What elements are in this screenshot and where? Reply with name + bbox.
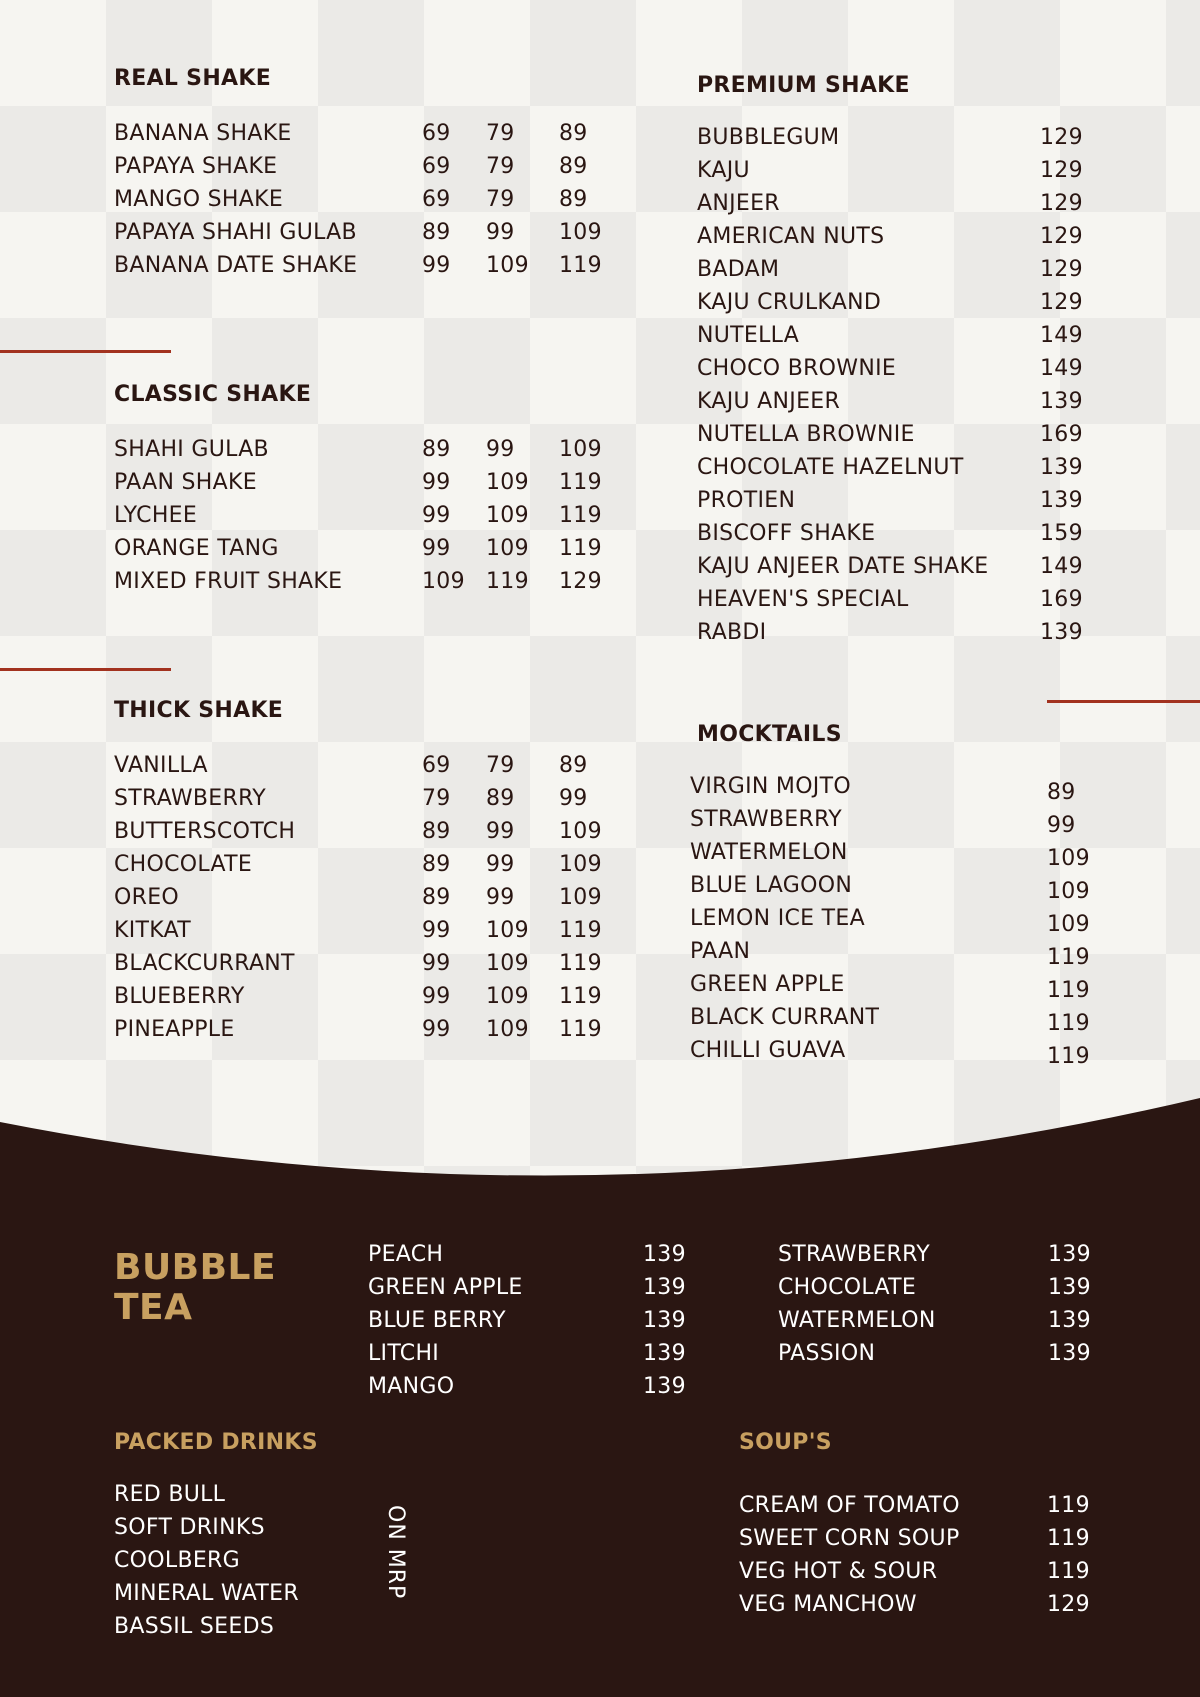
menu-item bbox=[697, 356, 1117, 389]
item-price: 129 bbox=[1040, 224, 1083, 249]
menu-item bbox=[690, 774, 1120, 807]
real-shake-list bbox=[114, 121, 614, 286]
menu-item bbox=[114, 187, 614, 220]
menu-item bbox=[778, 1308, 1098, 1341]
item-name: PROTIEN bbox=[697, 488, 796, 513]
item-price: 119 bbox=[1047, 1044, 1090, 1069]
item-price-small: 99 bbox=[422, 951, 451, 976]
item-price: 99 bbox=[1047, 813, 1076, 838]
item-price-small: 99 bbox=[422, 503, 451, 528]
item-name: NUTELLA bbox=[697, 323, 800, 348]
item-name: PAAN SHAKE bbox=[114, 470, 257, 495]
item-name: VANILLA bbox=[114, 753, 208, 778]
item-price: 119 bbox=[1047, 1011, 1090, 1036]
menu-item bbox=[697, 488, 1117, 521]
menu-item bbox=[690, 1038, 1120, 1071]
item-price-medium: 109 bbox=[486, 951, 529, 976]
item-price-medium: 109 bbox=[486, 536, 529, 561]
menu-item bbox=[114, 154, 614, 187]
item-price-medium: 79 bbox=[486, 753, 515, 778]
item-price: 119 bbox=[1047, 945, 1090, 970]
item-price-large: 119 bbox=[559, 1017, 602, 1042]
divider-rule bbox=[0, 350, 171, 353]
item-name: WATERMELON bbox=[690, 840, 848, 865]
item-price-medium: 99 bbox=[486, 885, 515, 910]
menu-item bbox=[114, 1614, 374, 1647]
menu-item bbox=[114, 1581, 374, 1614]
item-price: 129 bbox=[1040, 257, 1083, 282]
item-name: CHILLI GUAVA bbox=[690, 1038, 846, 1063]
packed-drinks-list bbox=[114, 1482, 374, 1647]
menu-item bbox=[697, 224, 1117, 257]
divider-rule bbox=[0, 668, 171, 671]
item-name: LITCHI bbox=[368, 1341, 440, 1366]
item-name: BANANA DATE SHAKE bbox=[114, 253, 358, 278]
menu-item bbox=[690, 906, 1120, 939]
item-price-small: 89 bbox=[422, 819, 451, 844]
item-price: 129 bbox=[1047, 1592, 1090, 1617]
menu-item bbox=[697, 455, 1117, 488]
item-price: 139 bbox=[643, 1242, 686, 1267]
bubble-tea-title-line2: TEA bbox=[114, 1287, 193, 1328]
item-price: 139 bbox=[1048, 1275, 1091, 1300]
item-name: BUBBLEGUM bbox=[697, 125, 840, 150]
item-name: OREO bbox=[114, 885, 180, 910]
item-name: VIRGIN MOJTO bbox=[690, 774, 851, 799]
item-price: 129 bbox=[1040, 290, 1083, 315]
item-price-medium: 89 bbox=[486, 786, 515, 811]
section-title: CLASSIC SHAKE bbox=[114, 382, 312, 407]
section-title: THICK SHAKE bbox=[114, 698, 284, 723]
item-price: 89 bbox=[1047, 780, 1076, 805]
item-price: 109 bbox=[1047, 846, 1090, 871]
menu-item bbox=[114, 819, 614, 852]
menu-item bbox=[368, 1242, 688, 1275]
mocktails-list bbox=[690, 774, 1120, 1071]
menu-item bbox=[114, 753, 614, 786]
item-price: 139 bbox=[643, 1374, 686, 1399]
item-price-large: 89 bbox=[559, 753, 588, 778]
menu-item bbox=[114, 984, 614, 1017]
menu-item bbox=[114, 1515, 374, 1548]
item-price: 129 bbox=[1040, 191, 1083, 216]
item-price: 119 bbox=[1047, 978, 1090, 1003]
item-price-small: 89 bbox=[422, 437, 451, 462]
menu-item bbox=[697, 125, 1117, 158]
item-price-large: 119 bbox=[559, 503, 602, 528]
menu-item bbox=[114, 536, 614, 569]
item-price: 169 bbox=[1040, 422, 1083, 447]
menu-item bbox=[114, 852, 614, 885]
menu-item bbox=[114, 220, 614, 253]
item-name: PINEAPPLE bbox=[114, 1017, 235, 1042]
menu-item bbox=[739, 1592, 1119, 1625]
item-name: PAPAYA SHAKE bbox=[114, 154, 278, 179]
item-name: BLUE BERRY bbox=[368, 1308, 506, 1333]
menu-item bbox=[697, 422, 1117, 455]
item-price-small: 69 bbox=[422, 187, 451, 212]
item-name: NUTELLA BROWNIE bbox=[697, 422, 915, 447]
item-name: LYCHEE bbox=[114, 503, 198, 528]
item-price-large: 99 bbox=[559, 786, 588, 811]
item-price: 139 bbox=[1048, 1308, 1091, 1333]
item-name: SOFT DRINKS bbox=[114, 1515, 265, 1540]
menu-item bbox=[114, 1548, 374, 1581]
section-title: PACKED DRINKS bbox=[114, 1430, 318, 1455]
menu-item bbox=[114, 569, 614, 602]
item-name: BLACK CURRANT bbox=[690, 1005, 880, 1030]
section-title: REAL SHAKE bbox=[114, 66, 272, 91]
item-name: RED BULL bbox=[114, 1482, 226, 1507]
item-name: CHOCOLATE bbox=[114, 852, 253, 877]
divider-rule bbox=[1047, 700, 1200, 703]
item-price: 119 bbox=[1047, 1493, 1090, 1518]
menu-item bbox=[697, 191, 1117, 224]
classic-shake-list bbox=[114, 437, 614, 602]
section-title: PREMIUM SHAKE bbox=[697, 73, 910, 98]
item-name: PAPAYA SHAHI GULAB bbox=[114, 220, 357, 245]
item-price-large: 119 bbox=[559, 253, 602, 278]
menu-item bbox=[114, 121, 614, 154]
item-price-large: 119 bbox=[559, 984, 602, 1009]
item-name: PEACH bbox=[368, 1242, 444, 1267]
item-name: BLACKCURRANT bbox=[114, 951, 295, 976]
menu-item bbox=[697, 521, 1117, 554]
menu-item bbox=[114, 1017, 614, 1050]
item-name: ANJEER bbox=[697, 191, 780, 216]
item-name: COOLBERG bbox=[114, 1548, 240, 1573]
item-price-medium: 99 bbox=[486, 220, 515, 245]
item-price-medium: 109 bbox=[486, 470, 529, 495]
menu-item bbox=[114, 253, 614, 286]
item-price: 109 bbox=[1047, 879, 1090, 904]
item-name: KITKAT bbox=[114, 918, 191, 943]
item-name: MINERAL WATER bbox=[114, 1581, 299, 1606]
menu-item bbox=[778, 1242, 1098, 1275]
menu-item bbox=[690, 873, 1120, 906]
item-name: GREEN APPLE bbox=[690, 972, 845, 997]
bubble-tea-title bbox=[114, 1248, 276, 1328]
menu-item bbox=[368, 1275, 688, 1308]
item-price-medium: 119 bbox=[486, 569, 529, 594]
menu-item bbox=[739, 1526, 1119, 1559]
real-shake-section bbox=[114, 66, 614, 286]
item-price-large: 89 bbox=[559, 121, 588, 146]
item-price-medium: 109 bbox=[486, 253, 529, 278]
section-title: MOCKTAILS bbox=[697, 722, 842, 747]
item-name: KAJU ANJEER DATE SHAKE bbox=[697, 554, 989, 579]
item-price: 149 bbox=[1040, 554, 1083, 579]
item-name: BANANA SHAKE bbox=[114, 121, 292, 146]
item-price-medium: 79 bbox=[486, 154, 515, 179]
menu-item bbox=[697, 554, 1117, 587]
menu-item bbox=[368, 1374, 688, 1407]
item-price: 139 bbox=[643, 1308, 686, 1333]
menu-item bbox=[739, 1493, 1119, 1526]
item-price-small: 109 bbox=[422, 569, 465, 594]
menu-item bbox=[697, 323, 1117, 356]
item-price: 139 bbox=[1040, 488, 1083, 513]
menu-item bbox=[697, 587, 1117, 620]
item-price: 139 bbox=[1040, 455, 1083, 480]
item-name: BISCOFF SHAKE bbox=[697, 521, 876, 546]
item-name: SHAHI GULAB bbox=[114, 437, 269, 462]
on-mrp-note: ON MRP bbox=[383, 1505, 408, 1600]
item-name: GREEN APPLE bbox=[368, 1275, 523, 1300]
bubble-tea-col2 bbox=[778, 1242, 1098, 1374]
item-price: 129 bbox=[1040, 158, 1083, 183]
menu-item bbox=[690, 807, 1120, 840]
item-price-small: 89 bbox=[422, 885, 451, 910]
item-name: CREAM OF TOMATO bbox=[739, 1493, 960, 1518]
item-price-large: 89 bbox=[559, 154, 588, 179]
item-name: CHOCOLATE bbox=[778, 1275, 917, 1300]
item-price-small: 89 bbox=[422, 220, 451, 245]
mocktails-section bbox=[690, 722, 1120, 1071]
item-name: CHOCOLATE HAZELNUT bbox=[697, 455, 964, 480]
item-name: STRAWBERRY bbox=[114, 786, 266, 811]
item-name: KAJU ANJEER bbox=[697, 389, 841, 414]
item-price-large: 109 bbox=[559, 437, 602, 462]
item-price-medium: 109 bbox=[486, 984, 529, 1009]
item-price-small: 79 bbox=[422, 786, 451, 811]
item-name: MANGO bbox=[368, 1374, 455, 1399]
item-name: MANGO SHAKE bbox=[114, 187, 284, 212]
item-price: 129 bbox=[1040, 125, 1083, 150]
menu-item bbox=[368, 1341, 688, 1374]
item-price-small: 69 bbox=[422, 753, 451, 778]
item-price-small: 69 bbox=[422, 154, 451, 179]
menu-item bbox=[697, 620, 1117, 653]
bubble-tea-col1 bbox=[368, 1242, 688, 1407]
thick-shake-section bbox=[114, 698, 614, 1050]
item-name: LEMON ICE TEA bbox=[690, 906, 865, 931]
item-name: AMERICAN NUTS bbox=[697, 224, 885, 249]
item-price: 139 bbox=[1048, 1341, 1091, 1366]
item-price-small: 99 bbox=[422, 536, 451, 561]
item-name: SWEET CORN SOUP bbox=[739, 1526, 960, 1551]
item-price: 169 bbox=[1040, 587, 1083, 612]
item-price: 159 bbox=[1040, 521, 1083, 546]
menu-item bbox=[114, 437, 614, 470]
thick-shake-list bbox=[114, 753, 614, 1050]
item-name: PAAN bbox=[690, 939, 751, 964]
item-price-small: 89 bbox=[422, 852, 451, 877]
item-name: BLUEBERRY bbox=[114, 984, 245, 1009]
classic-shake-section bbox=[114, 382, 614, 602]
item-price-large: 109 bbox=[559, 819, 602, 844]
menu-item bbox=[697, 158, 1117, 191]
item-name: HEAVEN'S SPECIAL bbox=[697, 587, 909, 612]
item-name: RABDI bbox=[697, 620, 767, 645]
soups-section bbox=[739, 1430, 1119, 1625]
menu-item bbox=[114, 885, 614, 918]
menu-item bbox=[739, 1559, 1119, 1592]
item-price-large: 109 bbox=[559, 852, 602, 877]
menu-item bbox=[690, 840, 1120, 873]
item-price: 119 bbox=[1047, 1559, 1090, 1584]
item-name: WATERMELON bbox=[778, 1308, 936, 1333]
menu-item bbox=[697, 389, 1117, 422]
premium-shake-section bbox=[697, 73, 1117, 653]
item-price: 139 bbox=[1040, 389, 1083, 414]
menu-item bbox=[690, 1005, 1120, 1038]
section-title: SOUP'S bbox=[739, 1430, 832, 1455]
item-price-small: 99 bbox=[422, 918, 451, 943]
menu-item bbox=[778, 1341, 1098, 1374]
item-price-medium: 99 bbox=[486, 819, 515, 844]
item-price-large: 119 bbox=[559, 470, 602, 495]
item-price: 109 bbox=[1047, 912, 1090, 937]
menu-item bbox=[690, 939, 1120, 972]
item-price: 119 bbox=[1047, 1526, 1090, 1551]
item-price-large: 119 bbox=[559, 536, 602, 561]
item-price-medium: 109 bbox=[486, 918, 529, 943]
item-name: MIXED FRUIT SHAKE bbox=[114, 569, 343, 594]
item-price-large: 129 bbox=[559, 569, 602, 594]
item-price-medium: 99 bbox=[486, 437, 515, 462]
bubble-tea-title-line1: BUBBLE bbox=[114, 1247, 277, 1288]
item-name: BADAM bbox=[697, 257, 780, 282]
item-price-large: 89 bbox=[559, 187, 588, 212]
item-price-medium: 109 bbox=[486, 1017, 529, 1042]
item-price: 149 bbox=[1040, 323, 1083, 348]
item-price-large: 119 bbox=[559, 951, 602, 976]
item-name: ORANGE TANG bbox=[114, 536, 279, 561]
item-price-small: 99 bbox=[422, 1017, 451, 1042]
item-price-large: 109 bbox=[559, 220, 602, 245]
menu-item bbox=[778, 1275, 1098, 1308]
item-name: VEG MANCHOW bbox=[739, 1592, 917, 1617]
item-name: CHOCO BROWNIE bbox=[697, 356, 897, 381]
item-price: 139 bbox=[643, 1275, 686, 1300]
item-name: PASSION bbox=[778, 1341, 876, 1366]
menu-item bbox=[114, 503, 614, 536]
menu-item bbox=[114, 918, 614, 951]
item-price-medium: 109 bbox=[486, 503, 529, 528]
item-name: STRAWBERRY bbox=[778, 1242, 930, 1267]
menu-item bbox=[114, 786, 614, 819]
menu-item bbox=[114, 951, 614, 984]
item-price-large: 119 bbox=[559, 918, 602, 943]
item-name: KAJU bbox=[697, 158, 750, 183]
menu-item bbox=[368, 1308, 688, 1341]
item-price-large: 109 bbox=[559, 885, 602, 910]
item-price: 139 bbox=[1048, 1242, 1091, 1267]
item-price: 139 bbox=[1040, 620, 1083, 645]
item-name: STRAWBERRY bbox=[690, 807, 842, 832]
menu-item bbox=[690, 972, 1120, 1005]
item-price-medium: 79 bbox=[486, 187, 515, 212]
menu-item bbox=[114, 1482, 374, 1515]
menu-item bbox=[697, 257, 1117, 290]
item-name: BUTTERSCOTCH bbox=[114, 819, 296, 844]
item-name: BASSIL SEEDS bbox=[114, 1614, 275, 1639]
item-name: BLUE LAGOON bbox=[690, 873, 853, 898]
item-price-small: 69 bbox=[422, 121, 451, 146]
premium-shake-list bbox=[697, 125, 1117, 653]
menu-item bbox=[697, 290, 1117, 323]
packed-drinks-section bbox=[114, 1430, 374, 1647]
menu-item bbox=[114, 470, 614, 503]
item-price-small: 99 bbox=[422, 253, 451, 278]
item-price-medium: 79 bbox=[486, 121, 515, 146]
item-price: 139 bbox=[643, 1341, 686, 1366]
item-price-small: 99 bbox=[422, 984, 451, 1009]
soups-list bbox=[739, 1493, 1119, 1625]
item-price: 149 bbox=[1040, 356, 1083, 381]
item-name: KAJU CRULKAND bbox=[697, 290, 882, 315]
item-price-small: 99 bbox=[422, 470, 451, 495]
item-price-medium: 99 bbox=[486, 852, 515, 877]
item-name: VEG HOT & SOUR bbox=[739, 1559, 938, 1584]
